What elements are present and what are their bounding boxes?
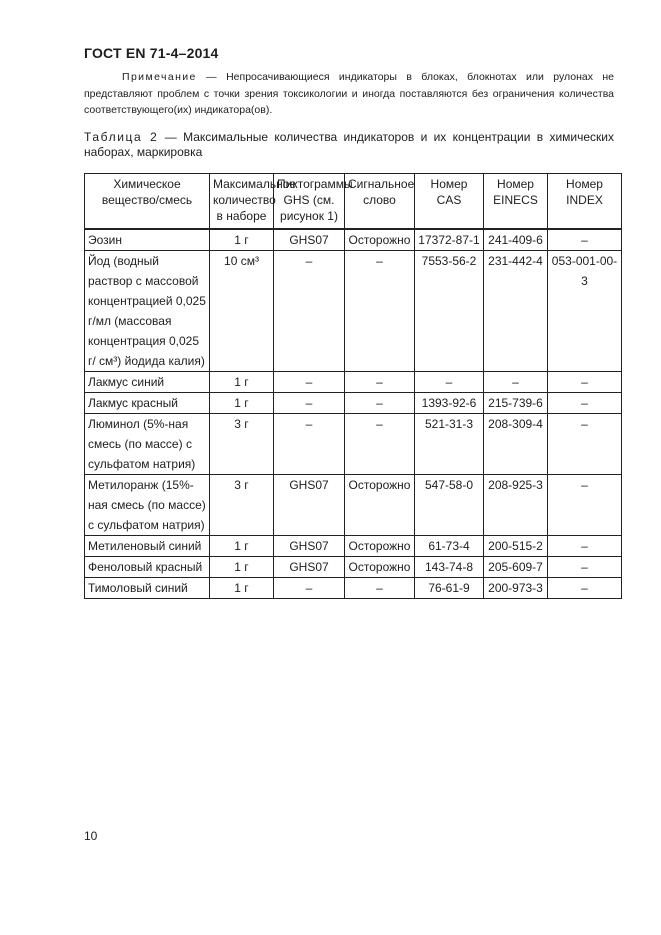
table-row xyxy=(85,475,622,536)
amount-cell: 10 см³ xyxy=(210,251,274,372)
cas-cell: 76-61-9 xyxy=(415,578,484,599)
index-cell: – xyxy=(548,414,622,475)
signal-cell: Осторожно xyxy=(345,557,415,578)
einecs-cell: 200-973-3 xyxy=(484,578,548,599)
ghs-cell: – xyxy=(274,251,345,372)
table-row xyxy=(85,393,622,414)
substance-cell: Люминол (5%-ная смесь (по массе) с сульфатом натрия) xyxy=(85,414,210,475)
index-cell: – xyxy=(548,557,622,578)
note-paragraph xyxy=(84,69,614,119)
cas-cell: 521-31-3 xyxy=(415,414,484,475)
signal-cell: – xyxy=(345,251,415,372)
ghs-cell: – xyxy=(274,414,345,475)
column-header: Химическое вещество/смесь xyxy=(85,174,210,230)
cas-cell: 547-58-0 xyxy=(415,475,484,536)
index-cell: – xyxy=(548,229,622,251)
table-header-row xyxy=(85,174,622,230)
document-code: ГОСТ EN 71-4–2014 xyxy=(84,45,219,61)
table-row xyxy=(85,372,622,393)
einecs-cell: 215-739-6 xyxy=(484,393,548,414)
index-cell: – xyxy=(548,536,622,557)
column-header: Максимальное количество в наборе xyxy=(210,174,274,230)
note-text: — Непросачивающиеся индикаторы в блоках, блокнотах или рулонах не представляют проблем с точки зрения токсикологии и иногда поставляются без ограничения количества соответствующего(их) индикатора(ов). xyxy=(84,71,614,116)
ghs-cell: GHS07 xyxy=(274,475,345,536)
signal-cell: Осторожно xyxy=(345,229,415,251)
substance-cell: Метилоранж (15%-ная смесь (по массе) с сульфатом натрия) xyxy=(85,475,210,536)
amount-cell: 3 г xyxy=(210,475,274,536)
substance-cell: Феноловый красный xyxy=(85,557,210,578)
column-header: Номер INDEX xyxy=(548,174,622,230)
column-header: Номер CAS xyxy=(415,174,484,230)
amount-cell: 3 г xyxy=(210,414,274,475)
table-row xyxy=(85,578,622,599)
signal-cell: – xyxy=(345,414,415,475)
cas-cell: 17372-87-1 xyxy=(415,229,484,251)
index-cell: 053-001-00-3 xyxy=(548,251,622,372)
ghs-cell: GHS07 xyxy=(274,229,345,251)
einecs-cell: – xyxy=(484,372,548,393)
table-caption-text: — Максимальные количества индикаторов и их концентрации в химических наборах, маркировка xyxy=(84,130,615,159)
ghs-cell: – xyxy=(274,393,345,414)
einecs-cell: 231-442-4 xyxy=(484,251,548,372)
einecs-cell: 241-409-6 xyxy=(484,229,548,251)
ghs-cell: – xyxy=(274,578,345,599)
substance-cell: Лакмус красный xyxy=(85,393,210,414)
substance-cell: Тимоловый синий xyxy=(85,578,210,599)
column-header: Номер EINECS xyxy=(484,174,548,230)
cas-cell: – xyxy=(415,372,484,393)
table-row xyxy=(85,557,622,578)
table-row xyxy=(85,536,622,557)
index-cell: – xyxy=(548,475,622,536)
index-cell: – xyxy=(548,393,622,414)
table-row xyxy=(85,229,622,251)
substance-cell: Йод (водный раствор с массовой концентрацией 0,025 г/мл (массовая концентрация 0,025 г/ см³) йодида калия) xyxy=(85,251,210,372)
column-header: Сигнальное слово xyxy=(345,174,415,230)
table-row xyxy=(85,251,622,372)
amount-cell: 1 г xyxy=(210,578,274,599)
ghs-cell: GHS07 xyxy=(274,557,345,578)
substance-cell: Эозин xyxy=(85,229,210,251)
einecs-cell: 200-515-2 xyxy=(484,536,548,557)
cas-cell: 143-74-8 xyxy=(415,557,484,578)
amount-cell: 1 г xyxy=(210,557,274,578)
substance-cell: Лакмус синий xyxy=(85,372,210,393)
signal-cell: – xyxy=(345,578,415,599)
amount-cell: 1 г xyxy=(210,372,274,393)
table-caption-label: Таблица 2 xyxy=(84,130,159,144)
einecs-cell: 205-609-7 xyxy=(484,557,548,578)
ghs-cell: GHS07 xyxy=(274,536,345,557)
signal-cell: – xyxy=(345,393,415,414)
column-header: Пиктограммы GHS (см. рисунок 1) xyxy=(274,174,345,230)
signal-cell: Осторожно xyxy=(345,475,415,536)
index-cell: – xyxy=(548,372,622,393)
indicators-table xyxy=(84,173,622,599)
note-label: Примечание xyxy=(122,71,197,83)
substance-cell: Метиленовый синий xyxy=(85,536,210,557)
amount-cell: 1 г xyxy=(210,229,274,251)
amount-cell: 1 г xyxy=(210,393,274,414)
cas-cell: 7553-56-2 xyxy=(415,251,484,372)
cas-cell: 61-73-4 xyxy=(415,536,484,557)
table-row xyxy=(85,414,622,475)
page-number: 10 xyxy=(84,829,98,843)
table-caption xyxy=(84,130,614,160)
signal-cell: Осторожно xyxy=(345,536,415,557)
signal-cell: – xyxy=(345,372,415,393)
einecs-cell: 208-309-4 xyxy=(484,414,548,475)
amount-cell: 1 г xyxy=(210,536,274,557)
cas-cell: 1393-92-6 xyxy=(415,393,484,414)
ghs-cell: – xyxy=(274,372,345,393)
einecs-cell: 208-925-3 xyxy=(484,475,548,536)
index-cell: – xyxy=(548,578,622,599)
